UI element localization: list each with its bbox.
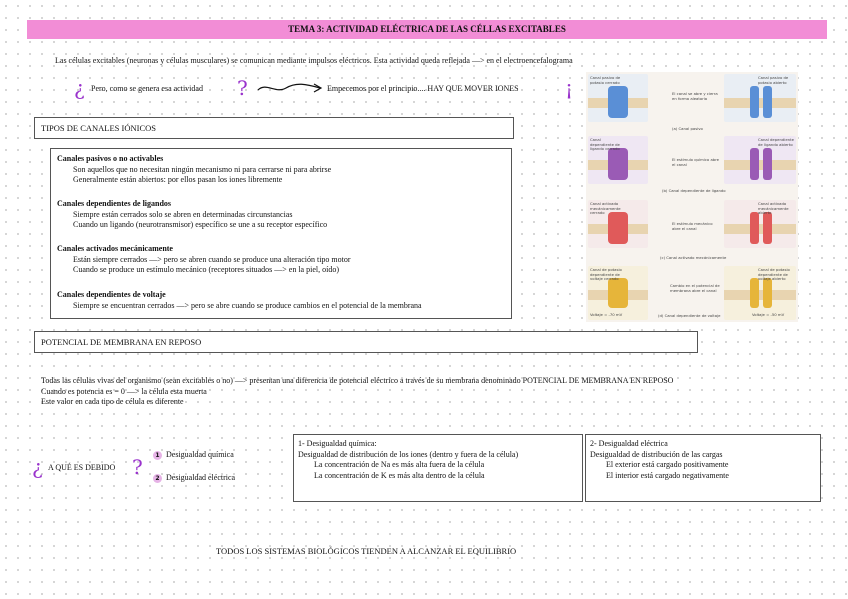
group-line: Cuando se produce un estímulo mecánico (receptores situados —> en la piel, oído) xyxy=(73,265,339,274)
group-line: Siempre se encuentran cerrados —> pero se abre cuando se produce cambios en el potencial de la membrana xyxy=(73,300,422,310)
chemical-inequality-box xyxy=(293,434,583,502)
resting-line: Este valor en cada tipo de célula es diferente xyxy=(41,397,184,406)
group-line: Generalmente están abiertos: por ellos pasan los iones libremente xyxy=(73,175,283,184)
electrical-inequality-box xyxy=(585,434,821,502)
number-1-icon: 1 xyxy=(153,451,162,460)
box1-line: La concentración de K es más alta dentro de la célula xyxy=(314,470,485,480)
figure-panel xyxy=(588,74,648,122)
why-item-2 xyxy=(153,473,235,484)
figure-caption: (c) Canal activado mecánicamente xyxy=(660,255,727,260)
figure-middle-text: El canal se abre y cierra en forma aleatoria xyxy=(672,91,718,101)
resting-line: Cuando es potencia es = 0 —> la célula esta muerta xyxy=(41,386,207,396)
resting-potential-text xyxy=(41,376,673,408)
question-mark-close: ? xyxy=(132,455,143,479)
question-mark-open: ¿ xyxy=(74,76,85,100)
channel-types-box xyxy=(50,148,512,319)
group-title-passive: Canales pasivos o no activables xyxy=(57,154,164,163)
why-text: A QUÉ ES DEBIDO xyxy=(48,463,116,472)
group-line: Están siempre cerrados —> pero se abren cuando se produce una alteración tipo motor xyxy=(73,254,351,264)
box2-subtitle: Desigualdad de distribución de las cargas xyxy=(590,449,723,459)
figure-middle-text: Cambio en el potencial de membrana abre el canal xyxy=(670,283,720,293)
group-title-voltage: Canales dependientes de voltaje xyxy=(57,290,166,299)
resting-line: Todas las células vivas del organismo (sean excitables o no) —> presentan una diferencia de potencial eléctrico a través de su membrana denominado POTENCIAL DE MEMBRANA EN REPOSO xyxy=(41,376,674,385)
group-title-mechanical: Canales activados mecánicamente xyxy=(57,244,173,253)
tag-right: Canal de potasio dependiente de voltaje abierto xyxy=(758,267,790,281)
channels-figure xyxy=(586,72,798,322)
title-banner: TEMA 3: ACTIVIDAD ELÉCTRICA DE LAS CÉLLAS EXCITABLES xyxy=(27,20,827,39)
section-header-ion-channels: TIPOS DE CANALES IÓNICOS xyxy=(34,117,514,139)
box1-subtitle: Desigualdad de distribución de los iones (dentro y fuera de la célula) xyxy=(298,449,519,459)
tag-right: Canal pasivo de potasio abierto xyxy=(758,75,789,85)
group-line: Siempre están cerrados solo se abren en determinadas circunstancias xyxy=(73,209,293,219)
tag-left: Canal dependiente de ligando cerrado xyxy=(590,137,620,151)
box1-title: 1- Desigualdad química: xyxy=(298,439,377,448)
why-item-label: Desigualdad química xyxy=(166,450,234,459)
section-header-resting-potential: POTENCIAL DE MEMBRANA EN REPOSO xyxy=(34,331,698,353)
figure-panel xyxy=(588,266,648,320)
exclamation-mark: ¡ xyxy=(565,76,574,100)
question-mark-open: ¿ xyxy=(32,455,43,479)
why-item-1 xyxy=(153,450,234,461)
tag-right: Canal activado mecánicamente abierto xyxy=(758,201,789,215)
voltage-right: Voltaje = -50 mV xyxy=(752,312,785,317)
figure-panel xyxy=(588,136,648,184)
question-mark-close: ? xyxy=(237,76,248,100)
box1-line: La concentración de Na es más alta fuera de la célula xyxy=(314,460,485,469)
tag-left: Canal pasivo de potasio cerrado xyxy=(590,75,621,85)
figure-panel xyxy=(724,266,796,320)
voltage-left: Voltaje = -70 mV xyxy=(590,312,623,317)
figure-caption: (d) Canal dependiente de voltaje xyxy=(658,313,721,318)
footer-text: TODOS LOS SISTEMAS BIOLÓGICOS TIENDEN A ALCANZAR EL EQUILIBRIO xyxy=(216,546,517,556)
group-line: Son aquellos que no necesitan ningún mecanismo ni para cerrarse ni para abrirse xyxy=(73,164,332,174)
figure-panel xyxy=(724,74,796,122)
tag-right: Canal dependiente de ligando abierto xyxy=(758,137,794,147)
figure-caption: (b) Canal dependiente de ligando xyxy=(662,188,726,193)
group-line: Cuando un ligando (neurotransmisor) específico se une a su receptor específico xyxy=(73,220,328,229)
why-item-label: Desigualdad eléctrica xyxy=(166,473,236,482)
intro-text: Las células excitables (neuronas y células musculares) se comunican mediante impulsos eléctricos. Esta actividad queda reflejada —> en el electroencefalograma xyxy=(55,56,573,65)
box2-line: El interior está cargado negativamente xyxy=(606,470,729,480)
squiggle-arrow-icon xyxy=(256,80,326,96)
figure-middle-text: El estímulo químico abre el canal xyxy=(672,157,720,167)
answer-text: Empecemos por el principio.... HAY QUE MOVER IONES xyxy=(327,84,519,93)
figure-caption: (a) Canal pasivo xyxy=(672,126,703,131)
group-title-ligand: Canales dependientes de ligandos xyxy=(57,199,172,208)
number-2-icon: 2 xyxy=(153,474,162,483)
box2-title: 2- Desigualdad eléctrica xyxy=(590,439,668,448)
tag-left: Canal de potasio dependiente de voltaje cerrado xyxy=(590,267,622,281)
tag-left: Canal activado mecánicamente cerrado xyxy=(590,201,621,215)
figure-panel xyxy=(724,200,796,248)
figure-panel xyxy=(724,136,796,184)
figure-panel xyxy=(588,200,648,248)
question-text: Pero, como se genera esa actividad xyxy=(91,84,203,93)
box2-line: El exterior está cargado positivamente xyxy=(606,460,729,469)
figure-middle-text: El estímulo mecánico abre el canal xyxy=(672,221,713,231)
